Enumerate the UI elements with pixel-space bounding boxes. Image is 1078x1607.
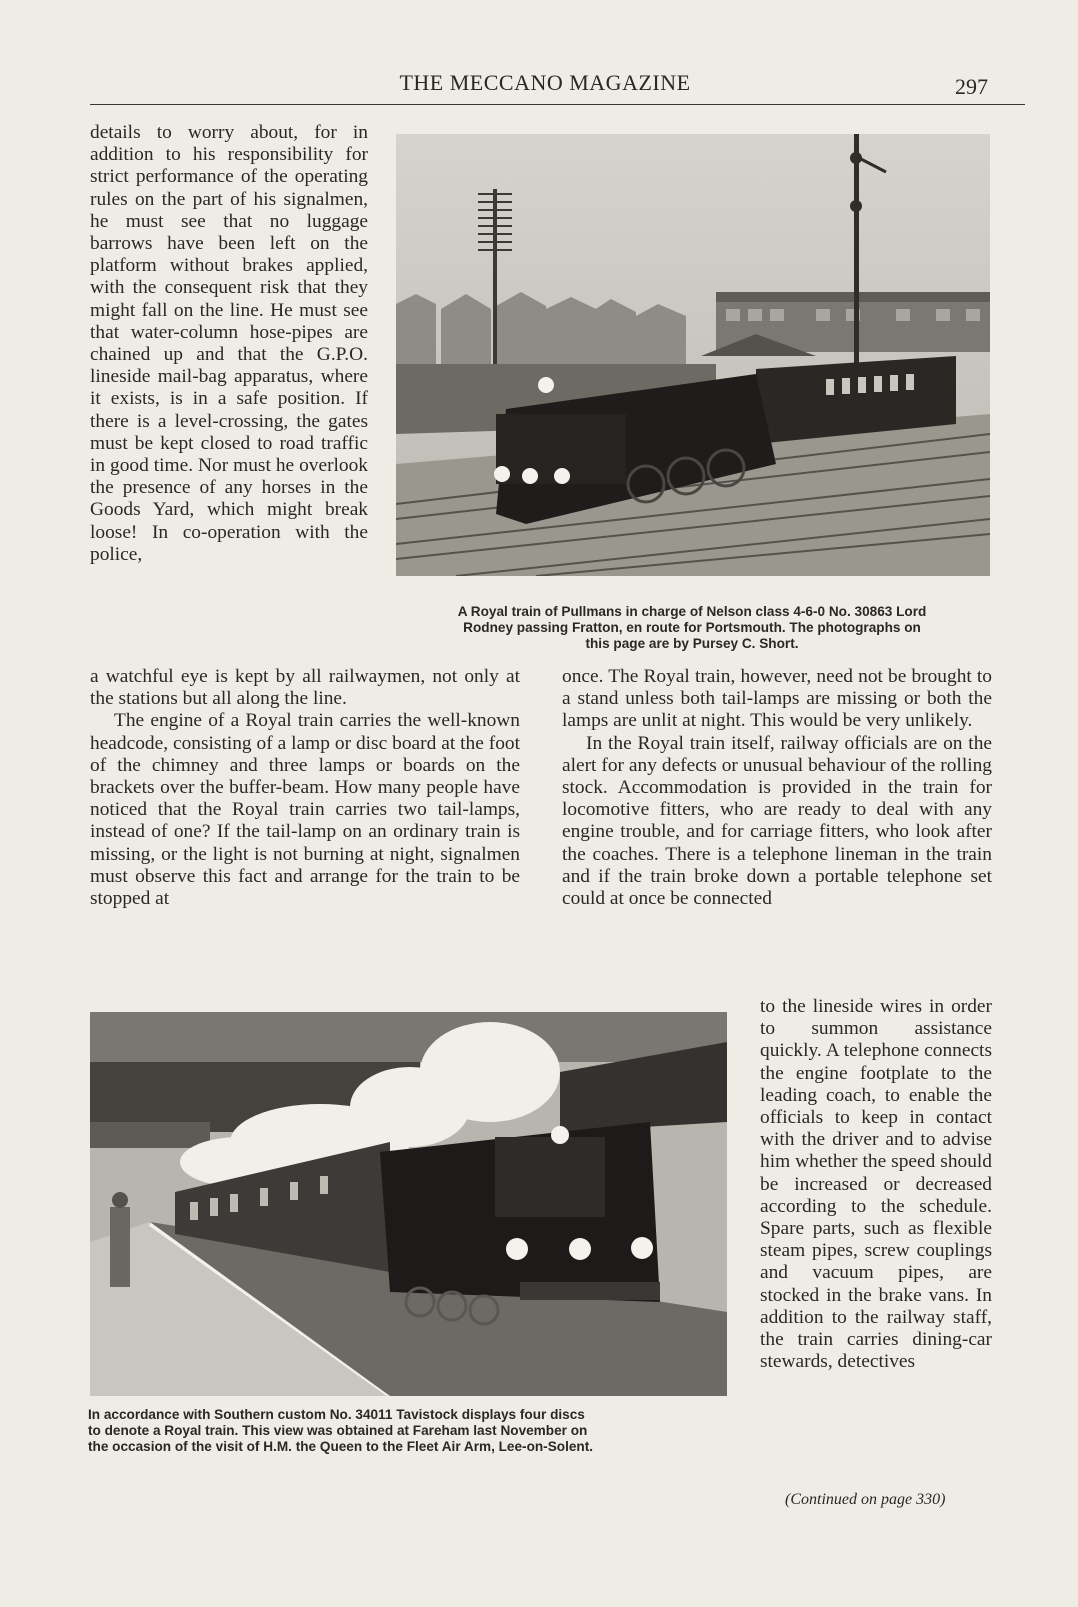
- continued-note: (Continued on page 330): [785, 1491, 946, 1508]
- col1-paragraph-b: The engine of a Royal train carries the well-known headcode, consisting of a lamp or disc board at the foot of the chimney and three lamps or boards on the brackets over the buffer-beam. How many people have noticed that the Royal train carries two tail-lamps, instead of one? If the tail-lamp on an ordinary train is missing, or the light is not burning at night, signalmen must observe this fact and arrange for the train to be stopped at: [90, 710, 520, 910]
- col2-paragraph-a: once. The Royal train, however, need not be brought to a stand unless both tail-lamps are missing or both the lamps are unlit at night. This would be very unlikely.: [562, 666, 992, 732]
- photo-top-caption-line3: this page are by Pursey C. Short.: [585, 635, 799, 651]
- photo-bottom-caption: [88, 1407, 725, 1454]
- col2-narrow-text: [760, 996, 992, 1373]
- photo-tavistock-fareham: [90, 1012, 727, 1396]
- photo-bottom-caption-line2: to denote a Royal train. This view was obtained at Fareham last November on: [88, 1422, 588, 1438]
- col1-narrow-text: [90, 122, 368, 566]
- page-number: 297: [955, 74, 988, 99]
- header-rule: [90, 104, 1025, 105]
- photo-top-caption: [393, 604, 991, 651]
- col1-paragraph-a: a watchful eye is kept by all railwaymen, not only at the stations but all along the line.: [90, 666, 520, 710]
- photo-top-caption-line1: A Royal train of Pullmans in charge of Nelson class 4-6-0 No. 30863 Lord: [457, 604, 927, 619]
- col1-wide-text: [90, 666, 520, 910]
- photo-royal-train-fratton: [396, 134, 990, 576]
- photo-bottom-caption-line3: the occasion of the visit of H.M. the Queen to the Fleet Air Arm, Lee-on-Solent.: [88, 1438, 594, 1454]
- col2-narrow-paragraph: to the lineside wires in order to summon assistance quickly. A telephone connects the engine footplate to the leading coach, to enable the officials to keep in contact with the driver and to advise him whether the speed should be increased or decreased according to the schedule. Spare parts, such as flexible steam pipes, screw couplings and vacuum pipes, are stocked in the brake vans. In addition to the railway staff, the train carries dining-car stewards, detectives: [760, 996, 992, 1373]
- photo-royal-train-fratton-image: [396, 134, 990, 576]
- magazine-title: THE MECCANO MAGAZINE: [399, 70, 691, 95]
- photo-top-caption-line2: Rodney passing Fratton, en route for Portsmouth. The photographs on: [463, 619, 921, 635]
- photo-tavistock-fareham-image: [90, 1012, 727, 1396]
- col1-narrow-paragraph: details to worry about, for in addition to his responsibility for strict performance of the operating rules on the part of his signalmen, he must see that no luggage barrows have been left on the platform without brakes applied, with the consequent risk that they might fall on the line. He must see that water-column hose-pipes are chained up and that the G.P.O. lineside mail-bag apparatus, where it exists, is in a safe position. If there is a level-crossing, the gates must be kept closed to road traffic in good time. Nor must he overlook the presence of any horses in the Goods Yard, which might break loose! In co-operation with the police,: [90, 122, 368, 565]
- photo-bottom-caption-line1: In accordance with Southern custom No. 34011 Tavistock displays four discs: [88, 1407, 585, 1422]
- col2-text: [562, 666, 992, 910]
- col2-paragraph-b: In the Royal train itself, railway officials are on the alert for any defects or unusual behaviour of the rolling stock. Accommodation is provided in the train for locomotive fitters, who are ready to deal with any engine trouble, and for carriage fitters, who look after the coaches. There is a telephone lineman in the train and if the train broke down a portable telephone set could at once be connected: [562, 732, 992, 910]
